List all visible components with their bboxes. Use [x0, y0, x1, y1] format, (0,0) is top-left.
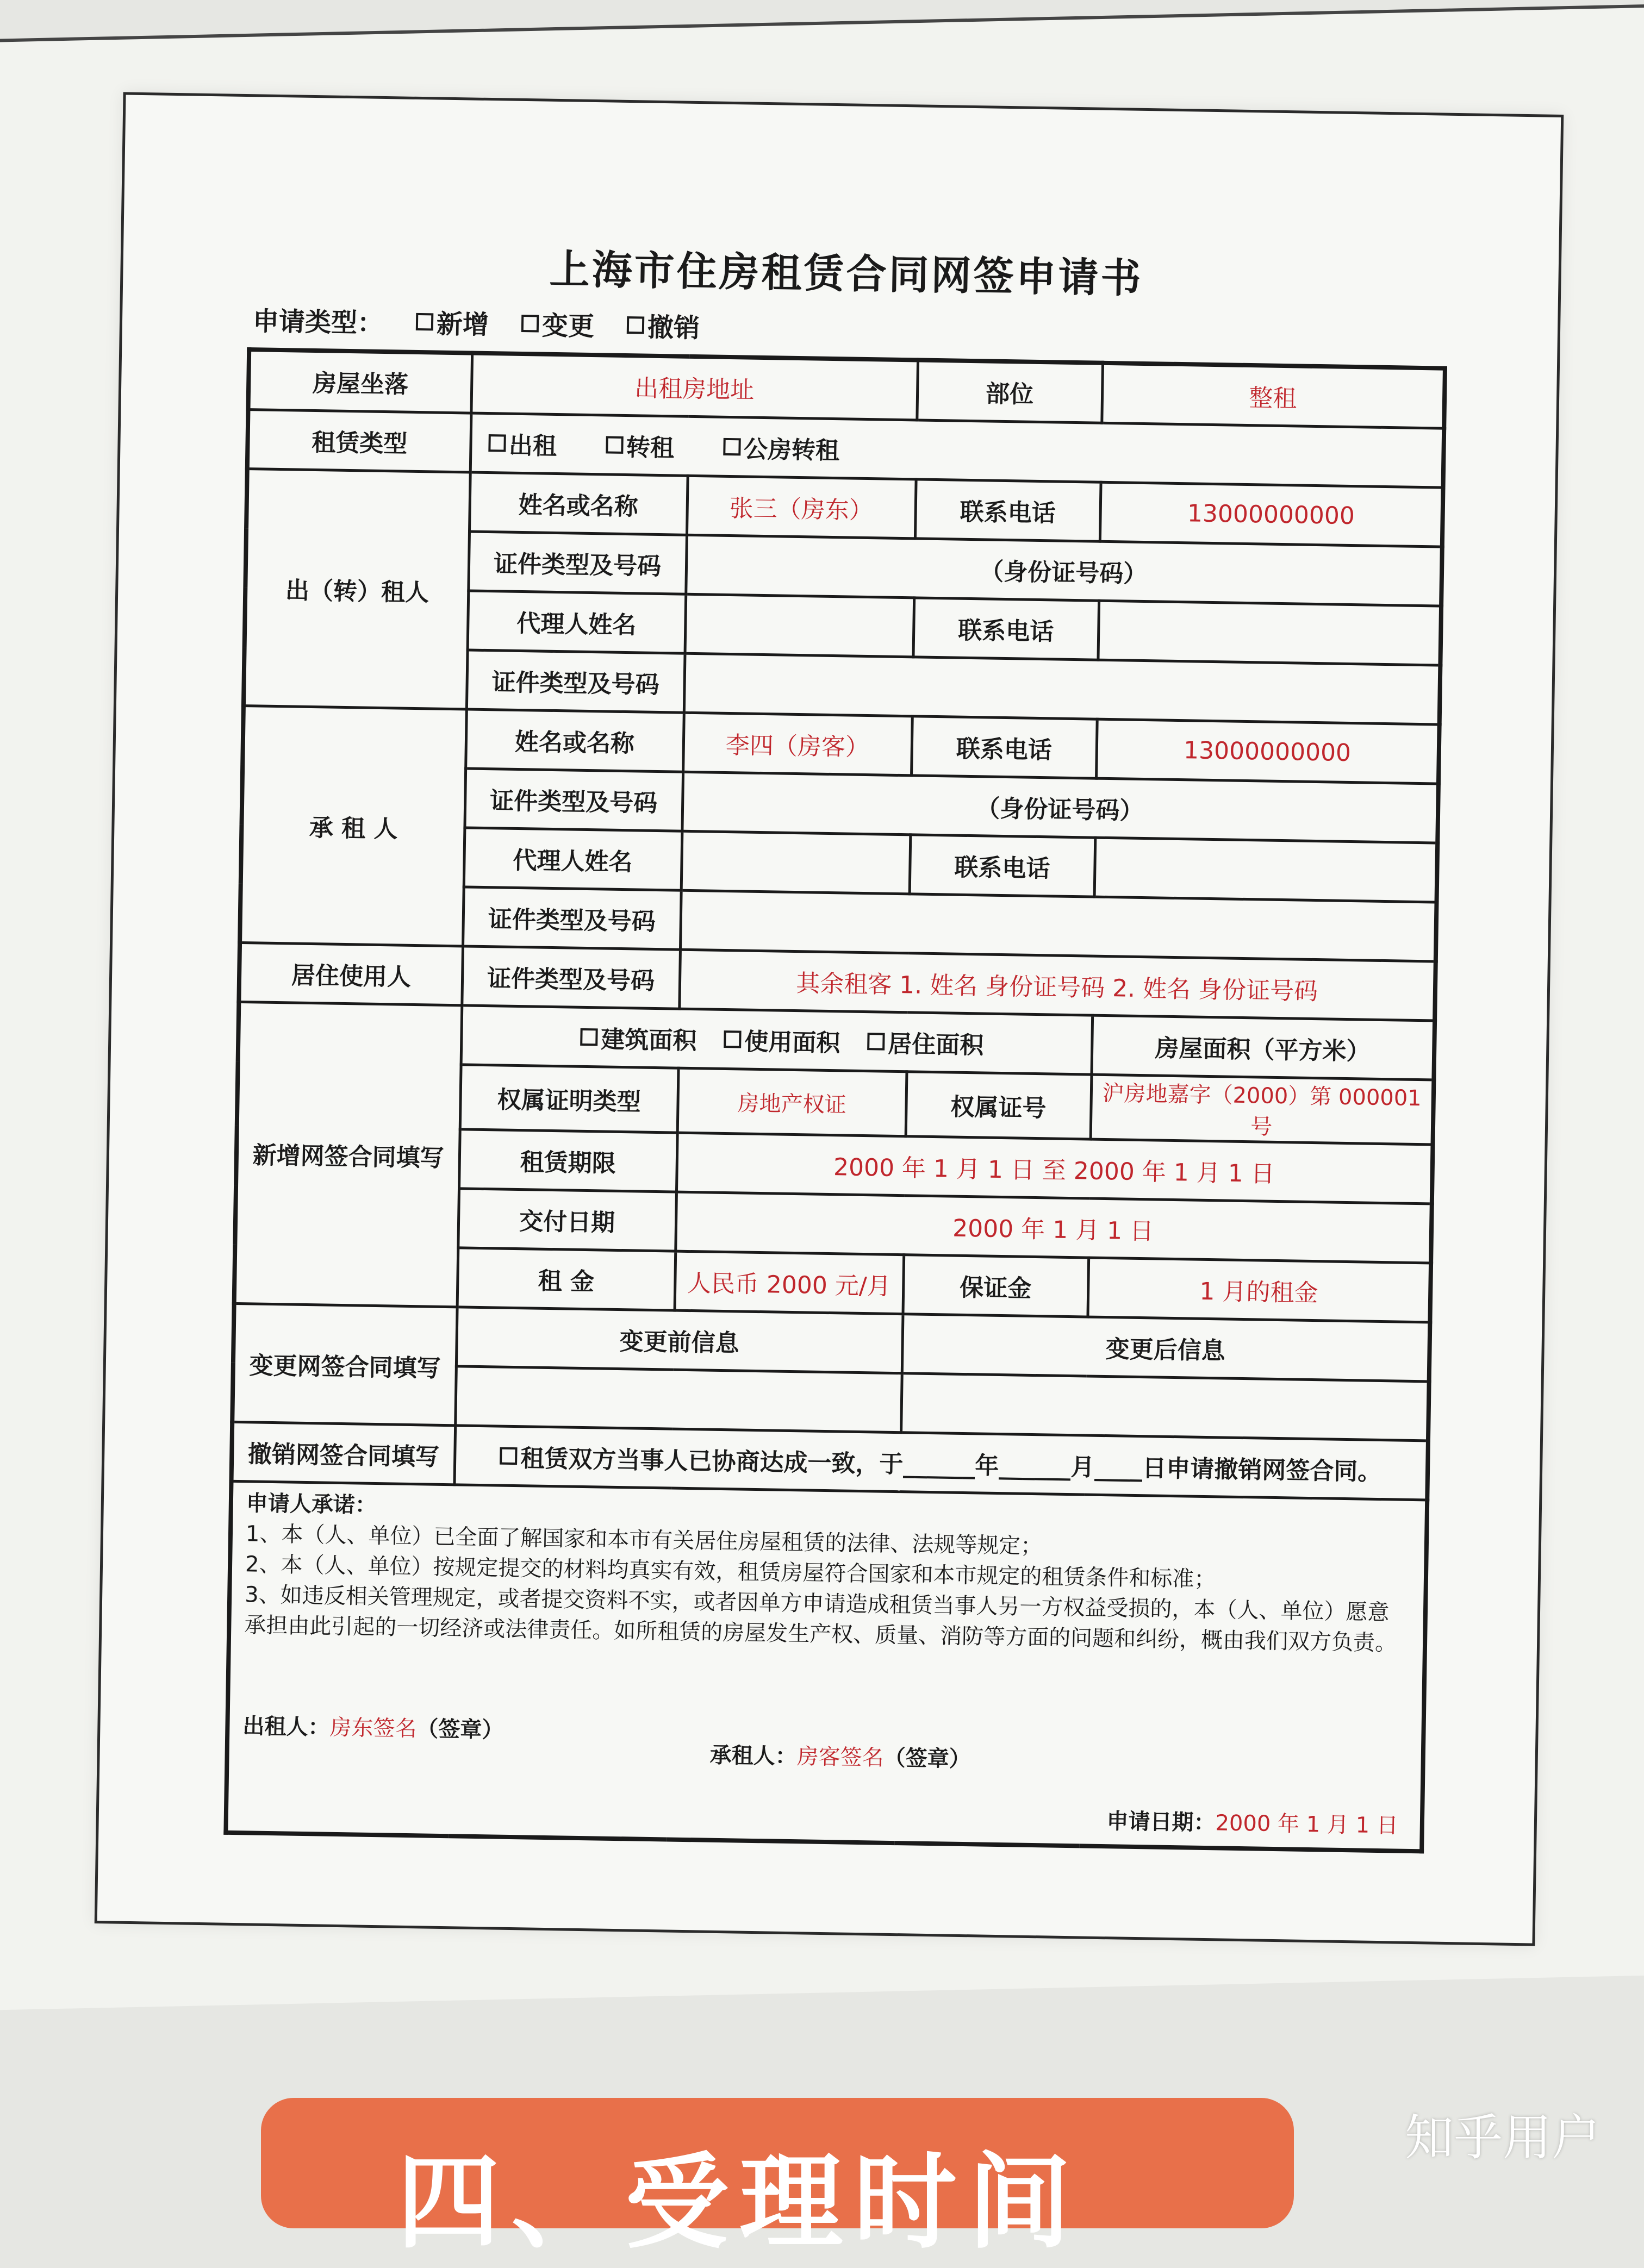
lessor-agent-phone-value[interactable] [1098, 601, 1441, 665]
lessor-agent-id-value[interactable] [684, 653, 1441, 724]
lessee-id-value[interactable]: （身份证号码） [682, 772, 1438, 843]
cert-no-value[interactable]: 沪房地嘉字（2000）第 000001 号 [1091, 1074, 1434, 1145]
checkbox-label: 转租 [626, 434, 675, 463]
lessee-agent-phone-label: 联系电话 [910, 835, 1095, 897]
checkbox-change[interactable] [521, 304, 595, 343]
lessor-agent-phone-label: 联系电话 [913, 598, 1099, 660]
lessor-phone-value[interactable]: 13000000000 [1100, 482, 1443, 547]
lessor-name-label: 姓名或名称 [469, 472, 688, 535]
checkbox-icon [500, 1447, 517, 1465]
lessor-agent-id-label: 证件类型及号码 [466, 650, 685, 713]
lessee-name-label: 姓名或名称 [465, 709, 684, 772]
lessor-id-label: 证件类型及号码 [468, 532, 687, 594]
new-contract-section-label: 新增网签合同填写 [234, 1002, 462, 1307]
part-label: 部位 [917, 360, 1103, 423]
change-after-label: 变更后信息 [902, 1314, 1430, 1382]
rent-value-text: 人民币 2000 元/月 [687, 1269, 892, 1301]
checkbox-icon [867, 1033, 885, 1050]
checkbox-label: 建筑面积 [600, 1026, 697, 1055]
form-table [223, 347, 1447, 1853]
cancel-contract-section-label: 撤销网签合同填写 [232, 1422, 456, 1484]
lessee-phone-label: 联系电话 [911, 716, 1097, 778]
lessor-id-value[interactable]: （身份证号码） [686, 535, 1442, 606]
deposit-value[interactable] [1087, 1258, 1431, 1322]
lessee-id-label: 证件类型及号码 [464, 769, 683, 831]
lessee-sign-label: 承租人： [709, 1742, 798, 1770]
delivery-value-text: 2000 年 1 月 1 日 [952, 1214, 1154, 1246]
lessor-seal-label: （签章） [416, 1716, 504, 1743]
checkbox-icon [606, 436, 623, 453]
promise-item-3: 3、如违反相关管理规定，或者提交资料不实，或者因单方申请造成租赁当事人另一方权益受损的，本（人、单位）愿意承担由此引起的一切经济或法律责任。如所租赁的房屋发生产权、质量、消防等方面的问题和纠纷，概由我们双方负责。 [244, 1582, 1397, 1656]
checkbox-public-sublet[interactable] [723, 429, 840, 466]
location-value[interactable]: 出租房地址 [471, 353, 918, 420]
application-type-label: 申请类型： [252, 306, 384, 339]
checkbox-rent[interactable] [488, 426, 557, 461]
deposit-value-text: 1 月的租金 [1199, 1277, 1318, 1308]
lessor-signature[interactable] [242, 1711, 504, 1746]
lessee-name-value[interactable]: 李四（房客） [683, 713, 912, 776]
checkbox-icon [488, 434, 506, 452]
document-sheet [95, 92, 1564, 1946]
checkbox-cancel-agree[interactable] [500, 1439, 1382, 1487]
delivery-label: 交付日期 [458, 1189, 676, 1251]
cancel-contract-text: 租赁双方当事人已协商达成一致，于______年______月____日申请撤销网签合同。 [520, 1445, 1382, 1486]
area-options [461, 1005, 1093, 1074]
term-label: 租赁期限 [459, 1129, 677, 1192]
lessee-section-label: 承 租 人 [240, 706, 466, 946]
area-label: 房屋面积（平方米） [1091, 1015, 1435, 1080]
delivery-value[interactable] [675, 1192, 1432, 1263]
location-label: 房屋坐落 [248, 349, 472, 413]
resident-id-label: 证件类型及号码 [462, 946, 680, 1009]
application-type-row [253, 300, 1444, 356]
cert-no-label: 权属证号 [906, 1072, 1092, 1139]
promise-item-1: 1、本（人、单位）已全面了解国家和本市有关居住房屋租赁的法律、法规等规定； [245, 1521, 1043, 1559]
change-after-value[interactable] [901, 1373, 1429, 1441]
part-value[interactable]: 整租 [1101, 363, 1445, 428]
checkbox-icon [416, 313, 433, 330]
lessee-agent-label: 代理人姓名 [464, 828, 682, 890]
resident-value[interactable]: 其余租客 1. 姓名 身份证号码 2. 姓名 身份证号码 [679, 949, 1436, 1021]
lessee-agent-phone-value[interactable] [1094, 838, 1438, 902]
lessor-agent-value[interactable] [685, 594, 914, 657]
checkbox-sublet[interactable] [606, 427, 675, 463]
change-before-label: 变更前信息 [456, 1307, 903, 1373]
lessor-section-label: 出（转）租人 [244, 469, 470, 709]
lessee-sign-value: 房客签名 [796, 1744, 885, 1771]
checkbox-label: 公房转租 [743, 435, 840, 465]
signature-area [242, 1711, 1409, 1805]
form-title: 上海市住房租赁合同网签申请书 [549, 246, 1144, 302]
rent-value[interactable] [675, 1251, 904, 1314]
resident-label: 居住使用人 [239, 942, 463, 1005]
lessee-agent-value[interactable] [681, 831, 911, 894]
lessee-seal-label: （签章） [883, 1745, 971, 1772]
checkbox-label: 居住面积 [887, 1030, 984, 1060]
lease-type-label: 租赁类型 [247, 410, 471, 472]
lessee-phone-value[interactable]: 13000000000 [1096, 719, 1440, 784]
term-value[interactable] [676, 1133, 1433, 1204]
checkbox-cancel[interactable] [627, 306, 700, 345]
checkbox-icon [580, 1028, 597, 1046]
banner-text: 四、受理时间 [397, 2142, 1082, 2263]
change-contract-section-label: 变更网签合同填写 [232, 1303, 457, 1425]
change-before-value[interactable] [455, 1366, 902, 1433]
lessee-signature[interactable] [709, 1740, 971, 1775]
lessee-agent-id-label: 证件类型及号码 [463, 887, 681, 949]
rent-label: 租 金 [457, 1248, 676, 1310]
checkbox-building-area[interactable] [580, 1020, 697, 1056]
term-value-text: 2000 年 1 月 1 日 至 2000 年 1 月 1 日 [833, 1153, 1275, 1188]
checkbox-label: 新增 [436, 309, 489, 341]
lessor-phone-label: 联系电话 [915, 479, 1101, 541]
application-form [223, 233, 1444, 1853]
cert-type-value[interactable]: 房地产权证 [677, 1068, 907, 1136]
cert-type-label: 权属证明类型 [460, 1065, 678, 1133]
lessor-agent-label: 代理人姓名 [468, 591, 686, 653]
deposit-label: 保证金 [902, 1255, 1088, 1317]
section-banner [261, 2098, 1294, 2263]
checkbox-usable-area[interactable] [724, 1022, 840, 1058]
checkbox-icon [724, 1030, 741, 1048]
checkbox-label: 使用面积 [744, 1028, 840, 1058]
lessor-sign-value: 房东签名 [329, 1715, 417, 1742]
checkbox-label: 出租 [508, 432, 557, 460]
checkbox-icon [723, 438, 740, 455]
checkbox-icon [627, 316, 644, 334]
checkbox-icon [521, 314, 539, 332]
application-date [1106, 1806, 1398, 1841]
lessor-name-value[interactable]: 张三（房东） [687, 476, 916, 539]
date-value: 2000 年 1 月 1 日 [1215, 1810, 1399, 1839]
table-row [226, 1481, 1427, 1851]
checkbox-label: 撤销 [647, 312, 700, 344]
promise-item-2: 2、本（人、单位）按规定提交的材料均真实有效，租赁房屋符合国家和本市规定的租赁条件和标准； [245, 1552, 1216, 1592]
promise-section [226, 1481, 1427, 1851]
lessee-agent-id-value[interactable] [680, 890, 1437, 961]
checkbox-living-area[interactable] [867, 1024, 984, 1060]
watermark: 知乎用户 [1405, 2109, 1601, 2166]
checkbox-label: 变更 [541, 310, 595, 342]
checkbox-new[interactable] [416, 303, 489, 341]
lessor-sign-label: 出租人： [242, 1714, 330, 1740]
date-label: 申请日期： [1106, 1809, 1216, 1836]
promise-heading: 申请人承诺： [246, 1491, 377, 1519]
